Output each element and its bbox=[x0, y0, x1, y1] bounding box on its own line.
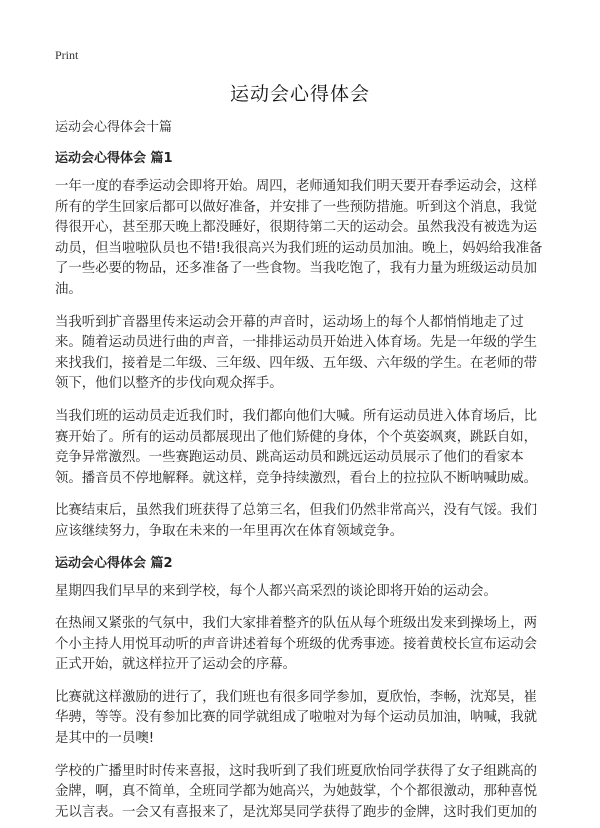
section-2 bbox=[55, 555, 547, 824]
paragraph: 比赛就这样激励的进行了，我们班也有很多同学参加，夏欣怡，李畅，沈郑昊，崔华骋，等等。没有参加比赛的同学就组成了啦啦对为每个运动员加油，呐喊，我就是其中的一员噢! bbox=[55, 689, 538, 747]
document-subtitle: 运动会心得体会十篇 bbox=[55, 120, 173, 135]
section-1 bbox=[55, 150, 547, 543]
paragraph: 当我们班的运动员走近我们时，我们都向他们大喊。所有运动员进入体育场后，比赛开始了。所有的运动员都展现出了他们矫健的身体，个个英姿飒爽，跳跃自如，竞争异常激烈。一些赛跑运动员、跳高运动员和跳远运动员展示了他们的看家本领。播音员不停地解释。就这样，竞争持续激烈，看台上的拉拉队不断呐喊助威。 bbox=[55, 408, 538, 486]
document-body bbox=[55, 119, 547, 828]
paragraph: 在热闹又紧张的气氛中，我们大家排着整齐的队伍从每个班级出发来到操场上，两个小主持人用悦耳动听的声音讲述着每个班级的优秀事迹。接着黄校长宣布运动会正式开始，就这样拉开了运动会的序幕。 bbox=[55, 616, 538, 673]
paragraph: 比赛结束后，虽然我们班获得了总第三名，但我们仍然非常高兴，没有气馁。我们应该继续努力，争取在未来的一年里再次在体育领域竞争。 bbox=[55, 503, 538, 539]
paragraph: 星期四我们早早的来到学校，每个人都兴高采烈的谈论即将开始的运动会。 bbox=[55, 583, 497, 599]
paragraph: 当我听到扩音器里传来运动会开幕的声音时，运动场上的每个人都悄悄地走了过来。随着运动员进行曲的声音，一排排运动员开始进入体育场。先是一年级的学生来找我们，接着是二年级、三年级、四年级、五年级、六年级的学生。在老师的带领下，他们以整齐的步伐向观众挥手。 bbox=[55, 314, 538, 392]
paragraph: 一年一度的春季运动会即将开始。周四，老师通知我们明天要开春季运动会，这样所有的学生回家后都可以做好准备，并安排了一些预防措施。听到这个消息，我觉得很开心，甚至那天晚上都没睡好，很期待第二天的运动会。虽然我没有被选为运动员，但当啦啦队员也不错!我很高兴为我们班的运动员加油。晚上，妈妈给我准备了一些必要的物品，还多准备了一些食物。当我吃饱了，我有力量为班级运动员加油。 bbox=[55, 179, 543, 297]
section-heading: 运动会心得体会 篇2 bbox=[55, 555, 173, 571]
paragraph: 学校的广播里时时传来喜报，这时我听到了我们班夏欣怡同学获得了女子组跳高的金牌，啊，真不简单，全班同学都为她高兴，为她鼓掌，个个都很激动，那种喜悦无以言表。一会又有喜报来了，是沈郑昊同学获得了跑步的金牌，这时我们更加的 bbox=[55, 763, 538, 820]
print-label[interactable]: Print bbox=[55, 48, 79, 62]
page-title: 运动会心得体会 bbox=[229, 83, 370, 105]
section-heading: 运动会心得体会 篇1 bbox=[55, 151, 173, 166]
